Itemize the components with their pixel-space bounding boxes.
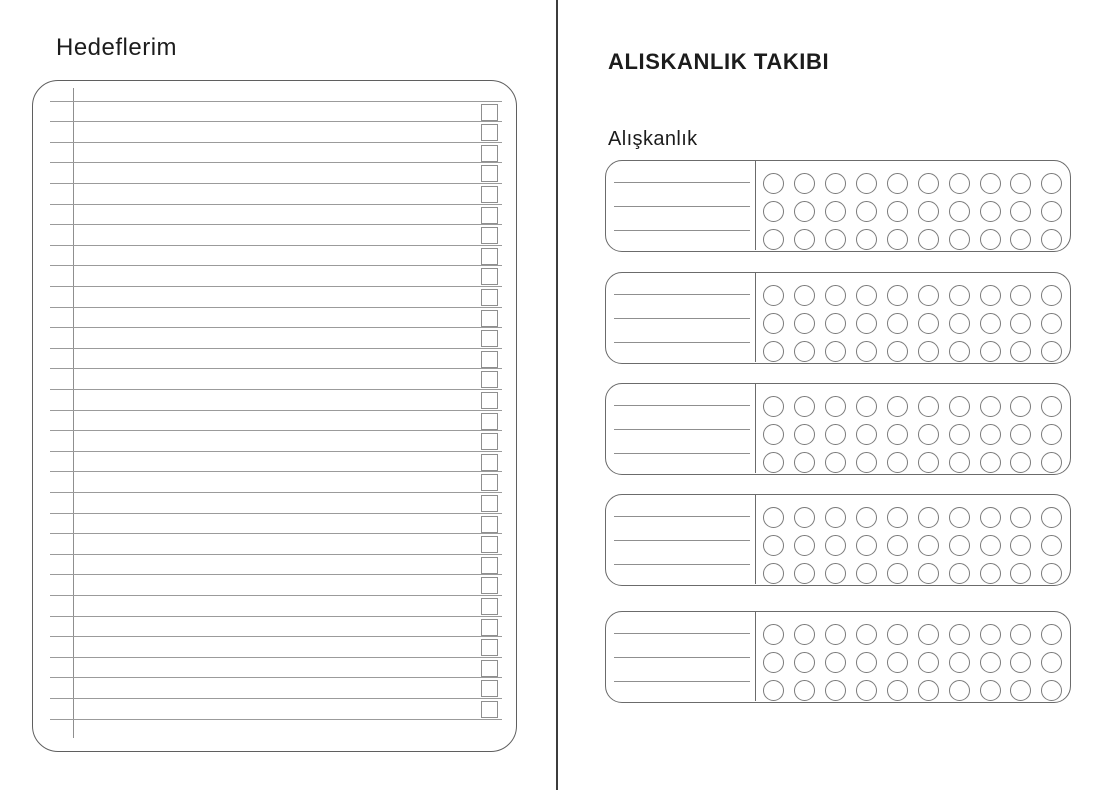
day-circle[interactable] [856, 535, 877, 556]
tracker-list [605, 160, 1072, 708]
ruled-line [50, 410, 502, 411]
ruled-line [50, 595, 502, 596]
goal-checkbox[interactable] [481, 310, 498, 327]
day-circle[interactable] [918, 535, 939, 556]
day-circle[interactable] [918, 313, 939, 334]
day-circle[interactable] [825, 341, 846, 362]
day-circle[interactable] [763, 680, 784, 701]
day-circle[interactable] [825, 535, 846, 556]
day-circle[interactable] [949, 313, 970, 334]
tracker-divider-line [755, 384, 756, 473]
day-circle[interactable] [856, 173, 877, 194]
goal-checkbox[interactable] [481, 227, 498, 244]
day-circle[interactable] [794, 341, 815, 362]
habit-name-line [614, 206, 750, 207]
day-circle[interactable] [949, 424, 970, 445]
day-circle[interactable] [949, 563, 970, 584]
day-circle[interactable] [1041, 313, 1062, 334]
day-circle[interactable] [1041, 173, 1062, 194]
day-circle[interactable] [763, 624, 784, 645]
goal-checkbox[interactable] [481, 619, 498, 636]
goal-checkbox[interactable] [481, 413, 498, 430]
day-circle[interactable] [887, 341, 908, 362]
habit-name-line [614, 540, 750, 541]
ruled-line [50, 636, 502, 637]
day-circle[interactable] [825, 173, 846, 194]
day-circle[interactable] [949, 652, 970, 673]
day-circle[interactable] [980, 507, 1001, 528]
ruled-line [50, 142, 502, 143]
day-circle[interactable] [887, 424, 908, 445]
tracker-divider-line [755, 273, 756, 362]
day-circle[interactable] [763, 313, 784, 334]
day-circle[interactable] [1041, 201, 1062, 222]
day-circle[interactable] [1041, 424, 1062, 445]
day-circle[interactable] [918, 624, 939, 645]
day-circle[interactable] [763, 507, 784, 528]
habit-tracker-block [605, 383, 1071, 475]
day-circle[interactable] [1010, 285, 1031, 306]
habit-name-line [614, 564, 750, 565]
day-circle[interactable] [980, 563, 1001, 584]
day-circle[interactable] [1010, 563, 1031, 584]
day-circle[interactable] [949, 341, 970, 362]
day-circle[interactable] [763, 396, 784, 417]
day-circle[interactable] [763, 201, 784, 222]
day-circle[interactable] [825, 452, 846, 473]
day-circle[interactable] [825, 396, 846, 417]
day-circle[interactable] [1041, 229, 1062, 250]
day-circle[interactable] [887, 563, 908, 584]
day-circle[interactable] [918, 452, 939, 473]
day-circle[interactable] [980, 229, 1001, 250]
goal-checkbox[interactable] [481, 165, 498, 182]
day-circle[interactable] [856, 341, 877, 362]
ruled-line [50, 492, 502, 493]
goal-checkbox[interactable] [481, 660, 498, 677]
day-circle[interactable] [763, 652, 784, 673]
ruled-line [50, 698, 502, 699]
day-circle[interactable] [763, 424, 784, 445]
habit-name-line [614, 516, 750, 517]
tracker-divider-line [755, 495, 756, 584]
ruled-line [50, 368, 502, 369]
day-circle[interactable] [887, 285, 908, 306]
day-circle[interactable] [825, 313, 846, 334]
day-circle[interactable] [887, 173, 908, 194]
day-circle[interactable] [1010, 535, 1031, 556]
habit-tracker-block [605, 272, 1071, 364]
day-circle[interactable] [980, 201, 1001, 222]
day-circle[interactable] [856, 313, 877, 334]
goal-checkbox[interactable] [481, 433, 498, 450]
day-circle[interactable] [794, 201, 815, 222]
ruled-line [50, 224, 502, 225]
goal-checkbox[interactable] [481, 289, 498, 306]
day-circle[interactable] [794, 396, 815, 417]
day-circle[interactable] [794, 313, 815, 334]
day-circle[interactable] [1041, 396, 1062, 417]
day-circle[interactable] [1010, 396, 1031, 417]
day-circle[interactable] [794, 424, 815, 445]
goal-checkbox[interactable] [481, 557, 498, 574]
day-circle[interactable] [856, 229, 877, 250]
day-circle[interactable] [887, 507, 908, 528]
day-circle[interactable] [918, 396, 939, 417]
habit-name-line [614, 318, 750, 319]
habit-name-line [614, 294, 750, 295]
goals-page-title: Hedeflerim [56, 34, 178, 61]
day-circle[interactable] [856, 396, 877, 417]
day-circle[interactable] [794, 507, 815, 528]
goal-checkbox[interactable] [481, 351, 498, 368]
day-circle[interactable] [1010, 341, 1031, 362]
day-circle[interactable] [825, 285, 846, 306]
day-circle[interactable] [949, 680, 970, 701]
day-circle[interactable] [887, 452, 908, 473]
goal-checkbox[interactable] [481, 598, 498, 615]
habit-name-line [614, 405, 750, 406]
goal-checkbox[interactable] [481, 474, 498, 491]
day-circle[interactable] [918, 201, 939, 222]
day-circle[interactable] [918, 229, 939, 250]
day-circle[interactable] [949, 285, 970, 306]
day-circle[interactable] [887, 201, 908, 222]
day-circle[interactable] [918, 341, 939, 362]
day-circle[interactable] [949, 229, 970, 250]
ruled-line [50, 719, 502, 720]
habit-name-line [614, 681, 750, 682]
day-circle[interactable] [825, 624, 846, 645]
habit-tracker-block [605, 494, 1071, 586]
day-circle[interactable] [918, 507, 939, 528]
day-circle[interactable] [949, 452, 970, 473]
day-circle[interactable] [856, 507, 877, 528]
day-circle[interactable] [794, 229, 815, 250]
habit-name-line [614, 182, 750, 183]
day-circle[interactable] [980, 285, 1001, 306]
goal-checkbox[interactable] [481, 186, 498, 203]
day-circle[interactable] [763, 341, 784, 362]
goal-checkbox[interactable] [481, 145, 498, 162]
day-circle[interactable] [1010, 424, 1031, 445]
day-circle[interactable] [1041, 285, 1062, 306]
day-circle[interactable] [1010, 201, 1031, 222]
habit-tracker-block [605, 160, 1071, 252]
day-circle[interactable] [794, 173, 815, 194]
day-circle[interactable] [918, 680, 939, 701]
ruled-line [50, 286, 502, 287]
day-circle[interactable] [763, 229, 784, 250]
day-circle[interactable] [949, 535, 970, 556]
goal-checkbox[interactable] [481, 516, 498, 533]
notebook-margin-line [73, 88, 74, 738]
day-circle[interactable] [1010, 173, 1031, 194]
goal-checkbox[interactable] [481, 104, 498, 121]
goal-checkbox[interactable] [481, 701, 498, 718]
day-circle[interactable] [856, 424, 877, 445]
day-circle[interactable] [794, 563, 815, 584]
day-circle[interactable] [825, 652, 846, 673]
ruled-line [50, 574, 502, 575]
day-circle[interactable] [794, 535, 815, 556]
ruled-line [50, 121, 502, 122]
goals-sheet [32, 80, 517, 752]
ruled-line [50, 616, 502, 617]
goal-checkbox[interactable] [481, 495, 498, 512]
day-circle[interactable] [980, 535, 1001, 556]
day-circle[interactable] [887, 229, 908, 250]
ruled-line [50, 183, 502, 184]
day-circle[interactable] [887, 624, 908, 645]
goal-checkbox[interactable] [481, 268, 498, 285]
ruled-line [50, 265, 502, 266]
day-circle[interactable] [825, 229, 846, 250]
goal-checkbox[interactable] [481, 392, 498, 409]
day-circle[interactable] [794, 624, 815, 645]
day-circle[interactable] [949, 396, 970, 417]
habit-label: Alışkanlık [608, 128, 698, 150]
day-circle[interactable] [980, 341, 1001, 362]
day-circle[interactable] [887, 396, 908, 417]
goal-checkbox[interactable] [481, 124, 498, 141]
day-circle[interactable] [794, 452, 815, 473]
day-circle[interactable] [918, 285, 939, 306]
ruled-line [50, 162, 502, 163]
ruled-line [50, 204, 502, 205]
day-circle[interactable] [980, 396, 1001, 417]
day-circle[interactable] [918, 652, 939, 673]
day-circle[interactable] [856, 201, 877, 222]
ruled-line [50, 513, 502, 514]
day-circle[interactable] [1010, 229, 1031, 250]
habit-name-line [614, 453, 750, 454]
day-circle[interactable] [949, 624, 970, 645]
day-circle[interactable] [980, 173, 1001, 194]
day-circle[interactable] [918, 424, 939, 445]
day-circle[interactable] [763, 285, 784, 306]
day-circle[interactable] [1010, 624, 1031, 645]
ruled-line [50, 245, 502, 246]
habit-name-line [614, 633, 750, 634]
goal-checkbox[interactable] [481, 536, 498, 553]
ruled-line [50, 430, 502, 431]
day-circle[interactable] [1010, 507, 1031, 528]
day-circle[interactable] [980, 424, 1001, 445]
day-circle[interactable] [1010, 313, 1031, 334]
day-circle[interactable] [980, 680, 1001, 701]
ruled-line [50, 657, 502, 658]
day-circle[interactable] [856, 624, 877, 645]
habit-tracker-block [605, 611, 1071, 703]
day-circle[interactable] [1041, 624, 1062, 645]
ruled-line [50, 554, 502, 555]
day-circle[interactable] [918, 563, 939, 584]
tracker-divider-line [755, 612, 756, 701]
day-circle[interactable] [763, 535, 784, 556]
goal-checkbox[interactable] [481, 207, 498, 224]
day-circle[interactable] [887, 535, 908, 556]
day-circle[interactable] [949, 173, 970, 194]
ruled-line [50, 101, 502, 102]
ruled-line [50, 348, 502, 349]
day-circle[interactable] [794, 680, 815, 701]
day-circle[interactable] [856, 680, 877, 701]
ruled-line [50, 307, 502, 308]
goal-checkbox[interactable] [481, 577, 498, 594]
page-fold-divider [556, 0, 558, 790]
day-circle[interactable] [887, 680, 908, 701]
day-circle[interactable] [1041, 563, 1062, 584]
day-circle[interactable] [1041, 341, 1062, 362]
day-circle[interactable] [763, 173, 784, 194]
day-circle[interactable] [825, 201, 846, 222]
day-circle[interactable] [856, 652, 877, 673]
tracker-divider-line [755, 161, 756, 250]
day-circle[interactable] [1010, 452, 1031, 473]
day-circle[interactable] [794, 652, 815, 673]
ruled-line [50, 389, 502, 390]
ruled-line [50, 451, 502, 452]
day-circle[interactable] [1041, 680, 1062, 701]
day-circle[interactable] [949, 201, 970, 222]
goal-checkbox[interactable] [481, 371, 498, 388]
day-circle[interactable] [949, 507, 970, 528]
goal-checkbox[interactable] [481, 639, 498, 656]
day-circle[interactable] [980, 313, 1001, 334]
day-circle[interactable] [1041, 535, 1062, 556]
day-circle[interactable] [980, 652, 1001, 673]
habit-name-line [614, 230, 750, 231]
day-circle[interactable] [825, 680, 846, 701]
day-circle[interactable] [1041, 652, 1062, 673]
day-circle[interactable] [794, 285, 815, 306]
habit-name-line [614, 429, 750, 430]
day-circle[interactable] [887, 652, 908, 673]
day-circle[interactable] [980, 624, 1001, 645]
habit-name-line [614, 342, 750, 343]
habit-name-line [614, 657, 750, 658]
ruled-line [50, 677, 502, 678]
day-circle[interactable] [887, 313, 908, 334]
day-circle[interactable] [825, 424, 846, 445]
day-circle[interactable] [763, 563, 784, 584]
day-circle[interactable] [980, 452, 1001, 473]
day-circle[interactable] [1010, 680, 1031, 701]
day-circle[interactable] [856, 563, 877, 584]
day-circle[interactable] [1010, 652, 1031, 673]
day-circle[interactable] [856, 452, 877, 473]
goal-checkbox[interactable] [481, 248, 498, 265]
day-circle[interactable] [856, 285, 877, 306]
goal-checkbox[interactable] [481, 330, 498, 347]
day-circle[interactable] [825, 563, 846, 584]
day-circle[interactable] [918, 173, 939, 194]
ruled-line [50, 327, 502, 328]
ruled-line [50, 533, 502, 534]
goal-checkbox[interactable] [481, 454, 498, 471]
day-circle[interactable] [1041, 507, 1062, 528]
ruled-line [50, 471, 502, 472]
day-circle[interactable] [825, 507, 846, 528]
day-circle[interactable] [763, 452, 784, 473]
habit-page-title: ALISKANLIK TAKIBI [608, 49, 830, 74]
day-circle[interactable] [1041, 452, 1062, 473]
goal-checkbox[interactable] [481, 680, 498, 697]
